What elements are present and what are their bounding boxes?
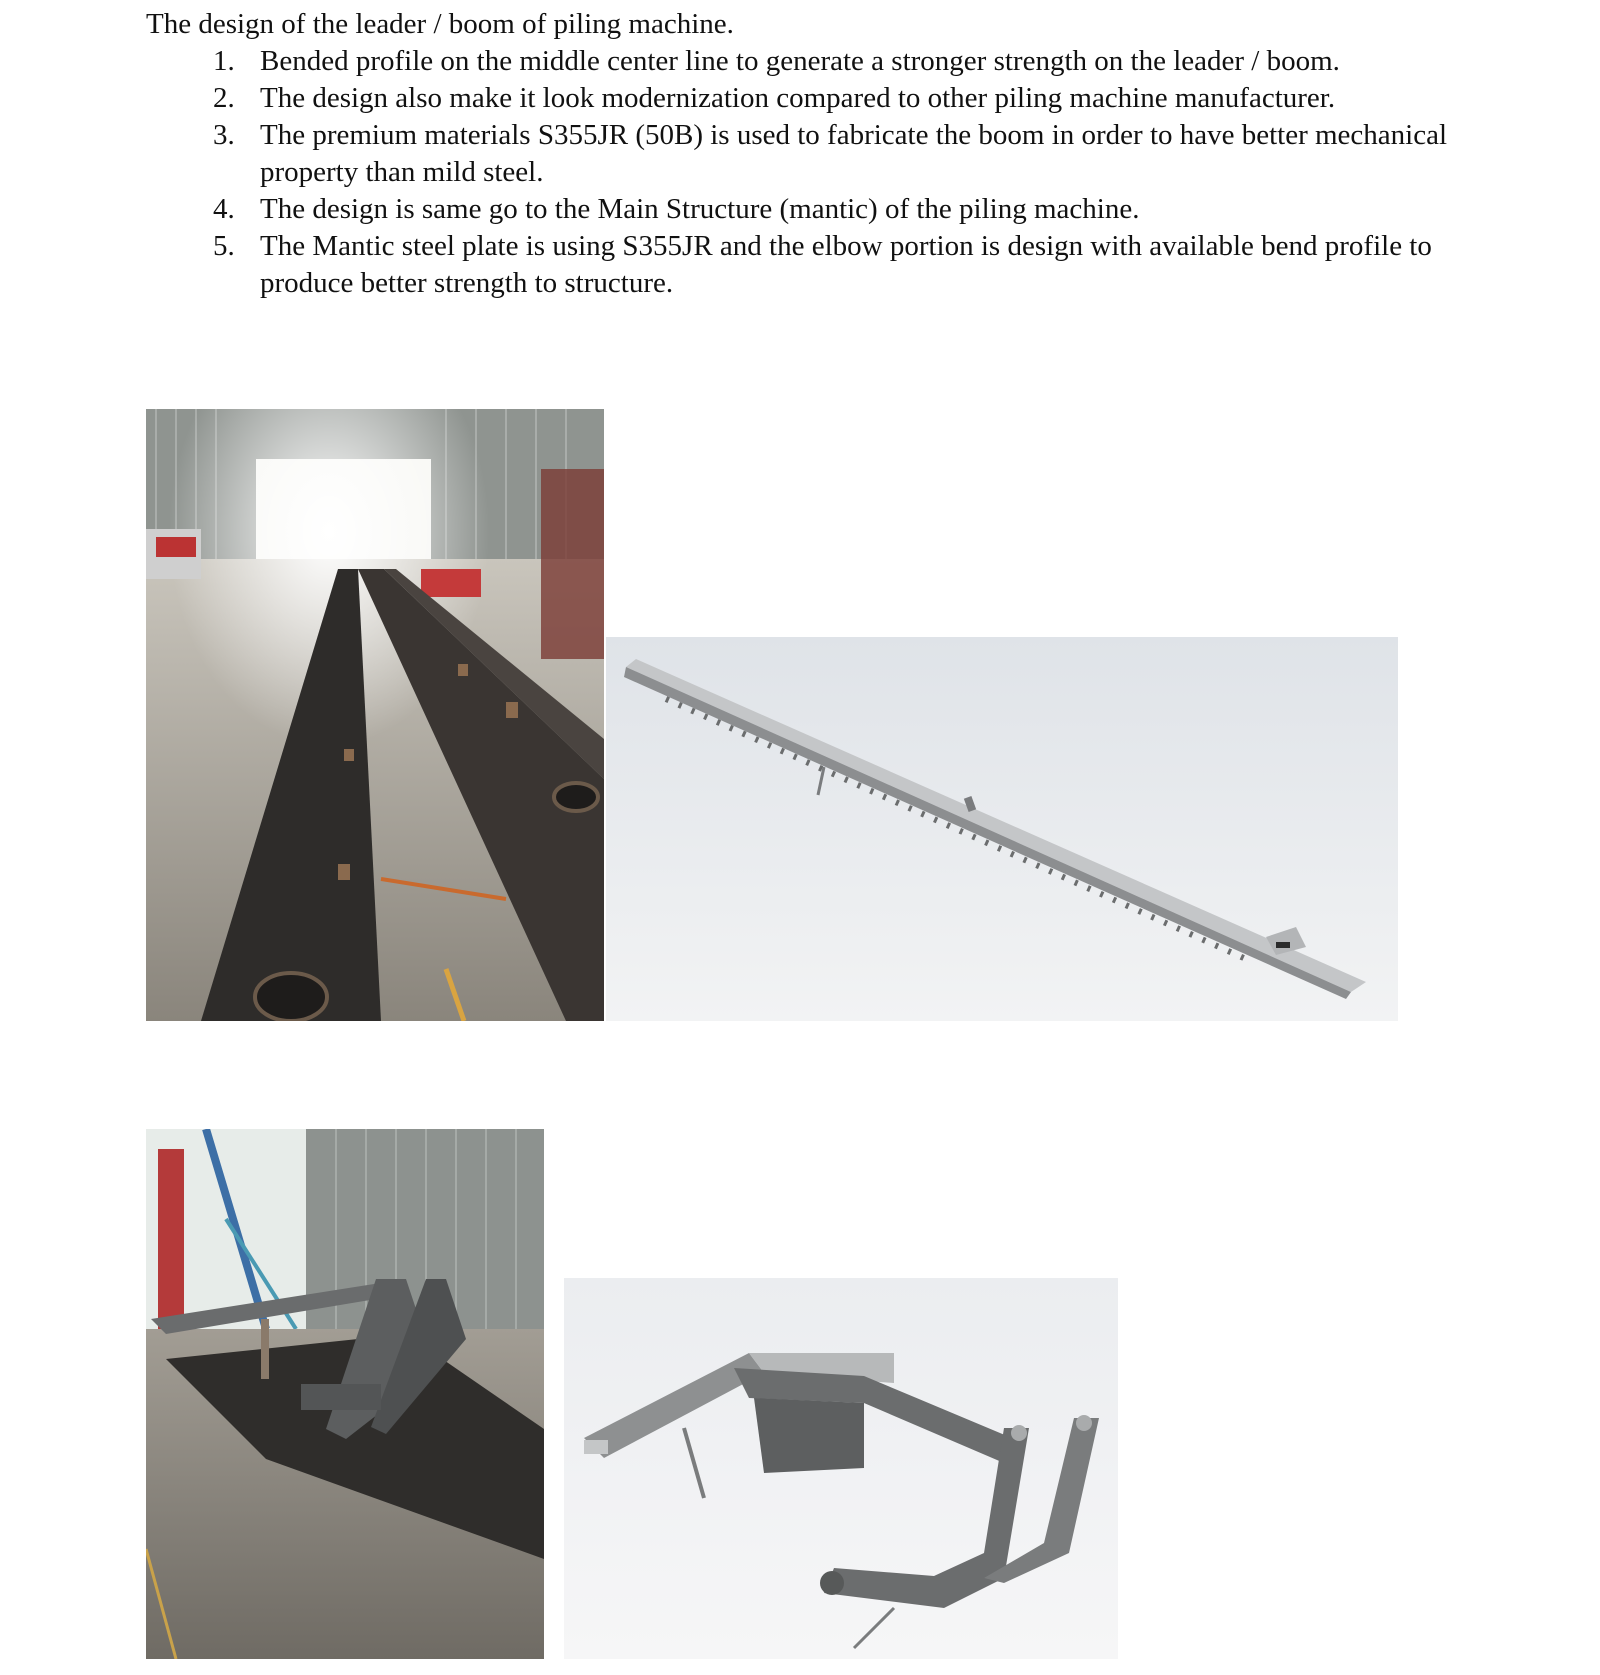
- document-title: The design of the leader / boom of piling machine.: [146, 8, 734, 40]
- design-point: 1. Bended profile on the middle center line to generate a stronger strength on the leader / boom.: [242, 43, 1466, 80]
- design-point: 2. The design also make it look modernization compared to other piling machine manufacturer.: [242, 80, 1466, 117]
- mantic-fabrication-photo: [146, 1129, 544, 1659]
- mantic-cad-render: [564, 1278, 1118, 1659]
- design-point: 5. The Mantic steel plate is using S355JR and the elbow portion is design with available bend profile to produce better strength to structure.: [242, 228, 1466, 302]
- design-point: 4. The design is same go to the Main Structure (mantic) of the piling machine.: [242, 191, 1466, 228]
- boom-fabrication-photo: [146, 409, 604, 1021]
- design-point: 3. The premium materials S355JR (50B) is used to fabricate the boom in order to have better mechanical property than mild steel.: [242, 117, 1466, 191]
- document-text: [146, 6, 1466, 302]
- design-points-list: [146, 43, 1466, 302]
- boom-cad-render: [606, 637, 1398, 1021]
